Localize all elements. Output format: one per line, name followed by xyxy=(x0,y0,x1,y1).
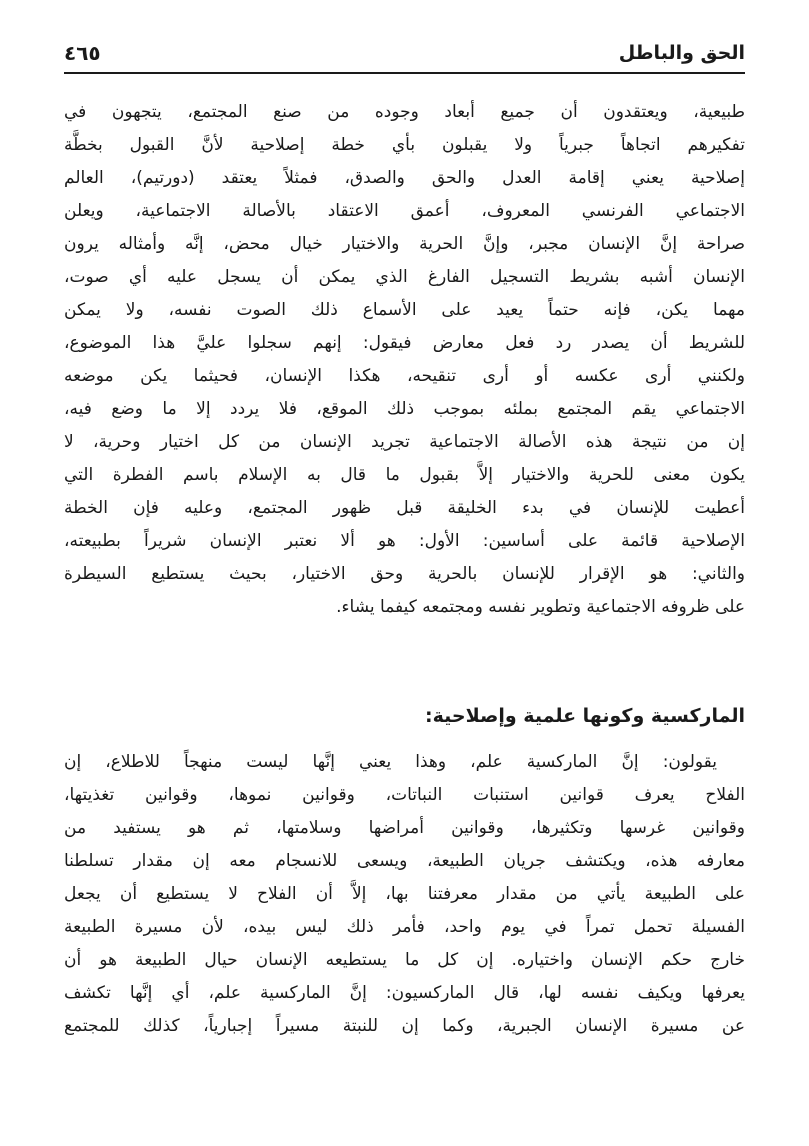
text-line: الاجتماعي يقم المجتمع بملئه بموجب ذلك الموقع، فلا يردد إلا ما وضع فيه، xyxy=(64,399,745,419)
text-line: يعرفها ويكيف نفسه لها، قال الماركسيون: إنَّ الماركسية علم، أي إنَّها تكشف xyxy=(64,983,745,1003)
text-line: الإنسان أشبه بشريط التسجيل الفارغ الذي يمكن أن يسجل عليه أي صوت، xyxy=(64,267,745,287)
text-line: أعطيت للإنسان في بدء الخليقة قبل ظهور المجتمع، وعليه فإن الخطة xyxy=(64,498,745,518)
running-header xyxy=(64,30,745,66)
text-line: مهما يكن، فإنه حتماً يعيد على الأسماع ذلك الصوت نفسه، ولا يمكن xyxy=(64,300,745,320)
text-line: تفكيرهم اتجاهاً جبرياً ولا يقبلون بأي خطة إصلاحية لأنَّ القبول بخطَّة xyxy=(64,135,745,155)
text-line: يكون معنى للحرية والاختيار إلاَّ بقبول ما قال به الإسلام باسم الفطرة التي xyxy=(64,465,745,485)
text-line: معارفه هذه، ويكتشف جريان الطبيعة، ويسعى للانسجام معه إن مقدار تسلطنا xyxy=(64,851,745,871)
text-line: الإصلاحية قائمة على أساسين: الأول: هو ألا نعتبر الإنسان شريراً بطبيعته، xyxy=(64,531,745,551)
text-line: إصلاحية يعني إقامة العدل والحق والصدق، فمثلاً يعتقد (دورتيم)، العالم xyxy=(64,168,745,188)
text-line: على الطبيعة يأتي من مقدار معرفتنا بها، إلاَّ أن الفلاح لا يستطيع أن يجعل xyxy=(64,884,745,904)
paragraph-2 xyxy=(64,746,745,1043)
section-heading: الماركسية وكونها علمية وإصلاحية: xyxy=(425,705,745,727)
text-line: طبيعية، ويعتقدون أن جميع أبعاد وجوده من صنع المجتمع، يتجهون في xyxy=(64,102,745,122)
text-line: والثاني: هو الإقرار للإنسان بالحرية وحق الاختيار، بحيث يستطيع السيطرة xyxy=(64,564,745,584)
paragraph-1 xyxy=(64,96,745,624)
text-line: الفلاح يعرف قوانين استنبات النباتات، وقوانين نموها، وقوانين تغذيتها، xyxy=(64,785,745,805)
page-number: ٤٦٥ xyxy=(64,41,101,65)
text-line: إن من نتيجة هذه الأصالة الاجتماعية تجريد الإنسان من كل اختيار وحرية، لا xyxy=(64,432,745,452)
text-line: على ظروفه الاجتماعية وتطوير نفسه ومجتمعه كيفما يشاء. xyxy=(336,597,745,617)
text-line: للشريط أن يصدر رد فعل معارض فيقول: إنهم سجلوا عليَّ هذا الموضوع، xyxy=(64,333,745,353)
header-divider xyxy=(64,72,745,74)
text-line: صراحة إنَّ الإنسان مجبر، وإنَّ الحرية والاختيار خيال محض، إنَّه وأمثاله يرون xyxy=(64,234,745,254)
text-line: يقولون: إنَّ الماركسية علم، وهذا يعني إنَّها ليست منهجاً للاطلاع، إن xyxy=(64,752,717,772)
text-line: الفسيلة تحمل تمراً في يوم واحد، فأمر ذلك ليس بيده، لأن مسيرة الطبيعة xyxy=(64,917,745,937)
text-line: خارج حكم الإنسان واختياره. إن كل ما يستطيعه الإنسان حيال الطبيعة هو أن xyxy=(64,950,745,970)
text-line: ولكنني أرى عكسه أو أرى تنقيحه، هكذا الإنسان، فحيثما يكن موضعه xyxy=(64,366,745,386)
header-title: الحق والباطل xyxy=(618,42,745,64)
text-line: وقوانين غرسها وتكثيرها، وقوانين أمراضها وسلامتها، ثم هو يستفيد من xyxy=(64,818,745,838)
text-line: الاجتماعي الفرنسي المعروف، أعمق الاعتقاد بالأصالة الاجتماعية، ويعلن xyxy=(64,201,745,221)
text-line: عن مسيرة الإنسان الجبرية، وكما إن للنبتة مسيراً إجبارياً، كذلك للمجتمع xyxy=(64,1016,745,1036)
